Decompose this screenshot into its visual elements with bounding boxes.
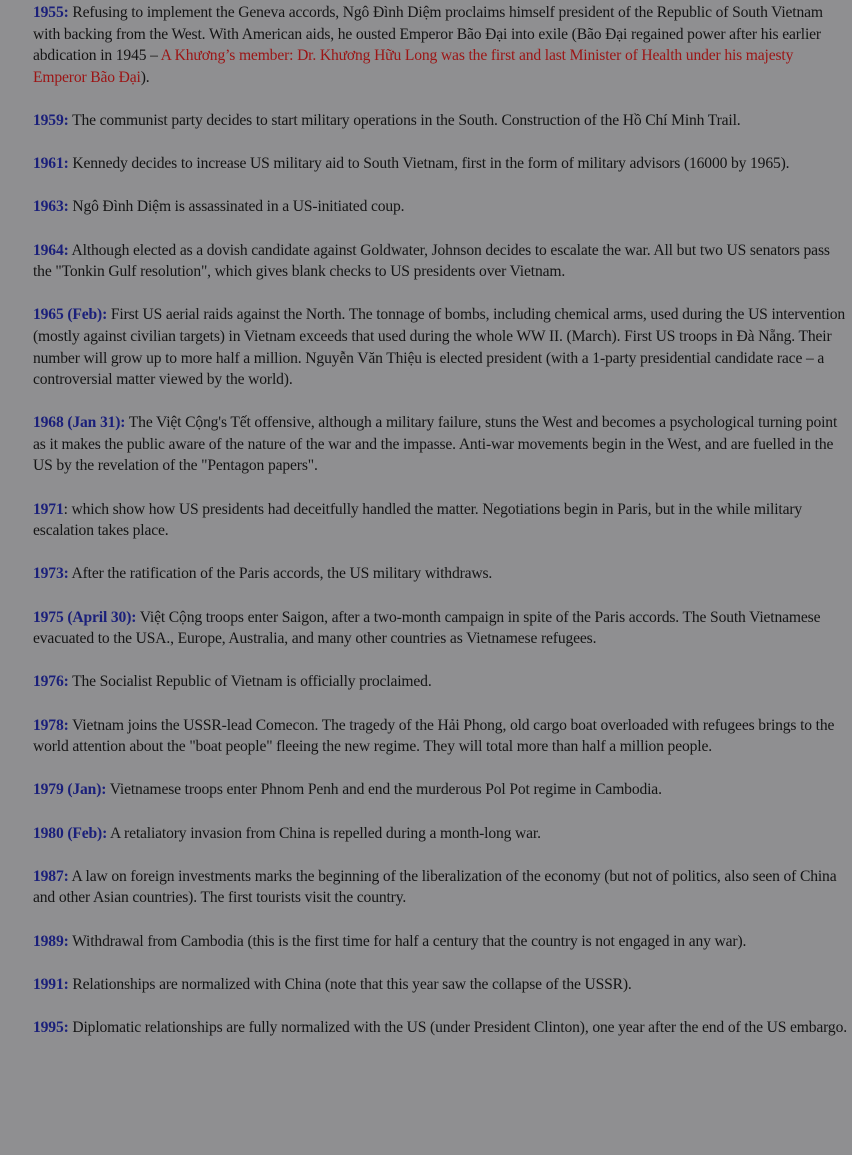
entry-date: 1978:: [33, 716, 69, 734]
entry-text: The Việt Cộng's Tết offensive, although a military failure, stuns the West and becomes a psychological turning point as it makes the public aware of the nature of the war and the impasse. Anti-war movements begin in the West, and are fuelled in the US by the revelation of the "Pentagon papers".: [33, 414, 838, 475]
entry-text: Ngô Đình Diệm is assassinated in a US-initiated coup.: [68, 198, 405, 216]
entry-date: 1975 (April 30):: [33, 608, 137, 626]
entry-date: 1968 (Jan 31):: [33, 414, 126, 432]
entry-text: After the ratification of the Paris accords, the US military withdraws.: [68, 565, 493, 583]
entry-text: Vietnam joins the USSR-lead Comecon. The tragedy of the Hải Phong, old cargo boat overloaded with refugees brings to the world attention about the "boat people" fleeing the new regime. They will total more than half a million people.: [33, 716, 835, 756]
timeline-entry-1961: [33, 153, 850, 175]
entry-text: A law on foreign investments marks the beginning of the liberalization of the economy (but not of politics, also seen of China and other Asian countries). The first tourists visit the country.: [33, 867, 837, 907]
timeline-entry-1995: [33, 1017, 850, 1039]
entry-date: 1980 (Feb):: [33, 824, 108, 842]
entry-date: 1991:: [33, 975, 69, 993]
entry-date: 1963:: [33, 198, 69, 216]
timeline-entry-1965: [33, 304, 850, 390]
entry-text: The communist party decides to start military operations in the South. Construction of the Hồ Chí Minh Trail.: [68, 111, 741, 129]
entry-date: 1971: [33, 500, 64, 518]
entry-text: Việt Cộng troops enter Saigon, after a two-month campaign in spite of the Paris accords. The South Vietnamese evacuated to the USA., Europe, Australia, and many other countries as Vietnamese refugees.: [33, 608, 821, 648]
timeline-entry-1968: [33, 412, 850, 477]
entry-date: 1979 (Jan):: [33, 781, 107, 799]
timeline-entry-1991: [33, 974, 850, 996]
timeline-entry-1979: [33, 779, 850, 801]
timeline-entry-1963: [33, 196, 850, 218]
timeline-entry-1955: [33, 2, 850, 88]
timeline-entry-1976: [33, 671, 850, 693]
entry-text: Vietnamese troops enter Phnom Penh and end the murderous Pol Pot regime in Cambodia.: [106, 781, 662, 799]
entry-text: Kennedy decides to increase US military aid to South Vietnam, first in the form of military advisors (16000 by 1965).: [68, 155, 790, 173]
timeline-entry-1959: [33, 110, 850, 132]
entry-text-tail: ).: [140, 68, 150, 86]
timeline-entry-1973: [33, 563, 850, 585]
entry-date: 1965 (Feb):: [33, 306, 108, 324]
timeline-entry-1989: [33, 931, 850, 953]
entry-date: 1964:: [33, 241, 69, 259]
entry-text: Diplomatic relationships are fully normalized with the US (under President Clinton), one year after the end of the US embargo.: [68, 1018, 847, 1036]
entry-date: 1976:: [33, 673, 69, 691]
timeline-entry-1980: [33, 823, 850, 845]
timeline-entry-1978: [33, 715, 850, 758]
entry-note: A Khương’s member: Dr. Khương Hữu Long was the first and last Minister of Health under his majesty Emperor Bão Đại: [33, 47, 794, 86]
entry-date: 1973:: [33, 565, 69, 583]
entry-text: Refusing to implement the Geneva accords, Ngô Đình Diệm proclaims himself president of the Republic of South Vietnam with backing from the West. With American aids, he ousted Emperor Bão Đại into exile (Bão Đại regained power after his earlier abdication in 1945 –: [33, 4, 823, 65]
entry-text: First US aerial raids against the North. The tonnage of bombs, including chemical arms, used during the US intervention (mostly against civilian targets) in Vietnam exceeds that used during the whole WW II. (March). First US troops in Đà Nẵng. Their number will grow up to more half a million. Nguyễn Văn Thiệu is elected president (with a 1-party presidential candidate race – a controversial matter viewed by the world).: [33, 306, 845, 389]
timeline-entry-1987: [33, 866, 850, 909]
timeline-entry-1971: [33, 499, 850, 542]
entry-text: A retaliatory invasion from China is repelled during a month-long war.: [107, 824, 541, 842]
entry-date: 1955:: [33, 4, 69, 21]
entry-text: The Socialist Republic of Vietnam is officially proclaimed.: [68, 673, 432, 691]
entry-text: : which show how US presidents had deceitfully handled the matter. Negotiations begin in Paris, but in the while military escalation takes place.: [33, 500, 803, 540]
entry-date: 1989:: [33, 932, 69, 950]
entry-text: Withdrawal from Cambodia (this is the first time for half a century that the country is not engaged in any war).: [68, 932, 747, 950]
entry-text: Although elected as a dovish candidate against Goldwater, Johnson decides to escalate the war. All but two US senators pass the "Tonkin Gulf resolution", which gives blank checks to US presidents over Vietnam.: [33, 241, 830, 281]
entry-date: 1959:: [33, 111, 69, 129]
entry-date: 1961:: [33, 155, 69, 173]
entry-date: 1995:: [33, 1018, 69, 1036]
entry-text: Relationships are normalized with China (note that this year saw the collapse of the USSR).: [68, 975, 632, 993]
entry-date: 1987:: [33, 867, 69, 885]
timeline-entry-1975: [33, 607, 850, 650]
timeline-entry-1964: [33, 240, 850, 283]
